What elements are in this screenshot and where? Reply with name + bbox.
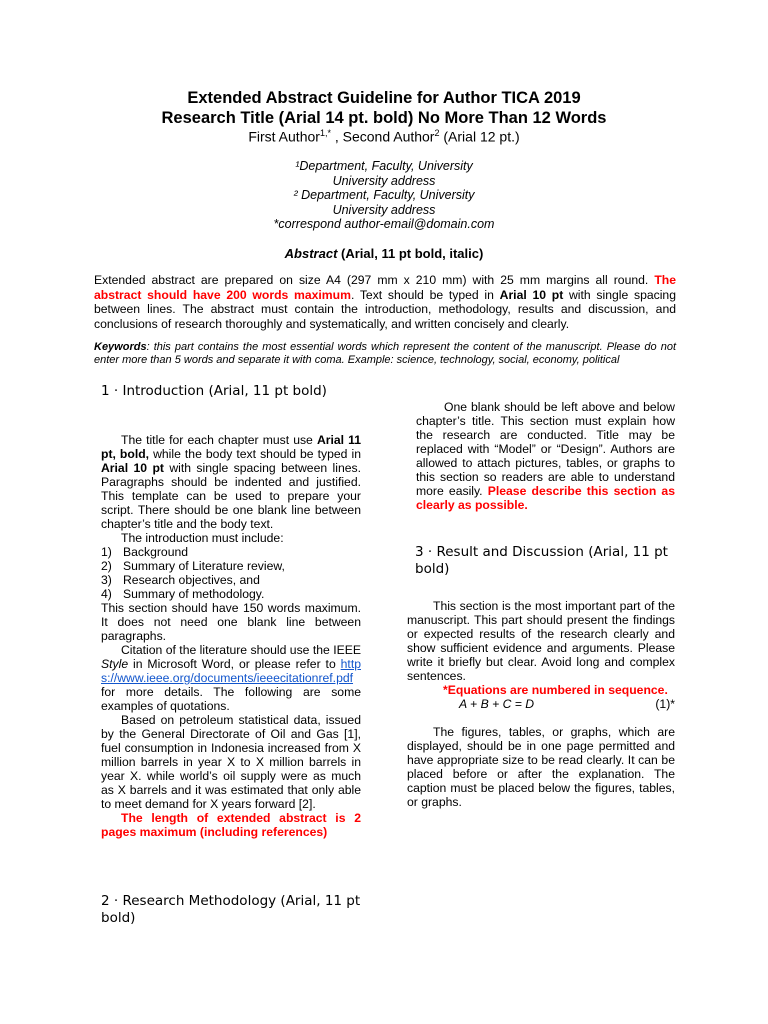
abstract-text-2: . Text should be typed in [350,287,500,302]
keywords-text: : this part contains the most essential words which represent the content of the manuscript. Please do not enter more than 5 words and separate it with coma. Example: science, technology, social, economy, political [94,341,676,366]
author-font-note: (Arial 12 pt.) [439,128,520,145]
list-item-text: Background [123,545,189,559]
list-item-number: 4) [101,587,112,601]
keywords-label: Keywords [94,341,147,353]
affiliation-2: ² Department, Faculty, University [293,188,475,202]
section1-paragraph-2: The introduction must include: [121,531,284,545]
section1-paragraph-4 [101,643,361,713]
keywords [94,341,676,367]
s1p4-text-d: for more details. The following are some examples of quotations. [101,685,361,713]
list-item-number: 1) [101,545,112,559]
section1-red-note: The length of extended abstract is 2 pages maximum (including references) [101,811,361,839]
section3-body [407,599,675,809]
section2-red-note: Please describe this section as clearly as possible. [416,484,675,512]
list-item [101,545,361,559]
section3-paragraph-1: This section is the most important part of the manuscript. This part should present the findings or expected results of the research clearly and show sufficient evidence and arguments. Please write it briefly but clear. Avoid long and complex sentences. [407,599,675,683]
abstract-heading [0,246,768,261]
s2p1-text: One blank should be left above and below chapter’s title. This section must explain how the research are conducted. Title may be replaced with “Model” or “Design”. Authors are allowed to attach pictures, tables, or graphs to this section so readers are able to understand more easily. [416,400,675,498]
s1p4-italic: Style [101,657,129,671]
abstract-bold-font: Arial 10 pt [499,287,564,302]
first-author: First Author [248,128,320,145]
list-item [101,559,361,573]
list-item-text: Research objectives, and [123,573,260,587]
s1p1-text-c: while the body text should be typed in [149,447,361,461]
section3-heading: 3 · Result and Discussion (Arial, 11 pt bold) [415,544,668,577]
s1p1-text-e: with single spacing between lines. Paragraphs should be indented and justified. This template can be used to prepare your script. There should be one blank line between chapter’s title and the body text. [101,461,361,531]
s1p1-text-a: The title for each chapter must use [121,433,317,447]
corresponding-email: *correspond author-email@domain.com [273,217,495,231]
ieee-citation-link[interactable]: https://www.ieee.org/documents/ieeecitationref.pdf [101,657,361,685]
affiliations [0,159,768,232]
list-item-text: Summary of Literature review, [123,559,285,573]
introduction-list [101,545,361,601]
s1p4-text-c: in Microsoft Word, or please refer to [128,657,341,671]
list-item [101,587,361,601]
list-item-number: 2) [101,559,112,573]
author-line [0,125,768,146]
affiliation-1: ¹Department, Faculty, University [295,159,473,173]
section2-heading: 2 · Research Methodology (Arial, 11 pt bold) [101,893,361,926]
equation-number: (1)* [655,697,675,711]
abstract-body [94,273,676,331]
abstract-red-note: The abstract should have 200 words maximum [94,273,676,302]
abstract-text-1: Extended abstract are prepared on size A4 (297 mm x 210 mm) with 25 mm margins all round. [94,273,655,287]
section3-paragraph-2: The figures, tables, or graphs, which are displayed, should be in one page permitted and have appropriate size to be read clearly. It can be placed before or after the explanation. The caption must be placed below the figures, tables, or graphs. [407,725,675,809]
s1p4-text-a: Citation of the literature should use the IEEE [121,643,361,657]
affiliation-1-address: University address [332,173,436,188]
equation: A + B + C = D [459,697,535,711]
list-item-number: 3) [101,573,112,587]
blank-line [407,711,675,725]
equation-line [407,697,675,711]
second-author-sup: 2 [434,128,440,138]
abstract-text-3: with single spacing between lines. The abstract must contain the introduction, methodology, results and discussion, and conclusions of research thoroughly and systematically, and written concisely and clearly. [94,287,676,331]
section1-body [101,433,361,839]
section1-heading: 1 · Introduction (Arial, 11 pt bold) [101,383,327,399]
section1-paragraph-1 [101,433,361,531]
second-author: Second Author [342,128,435,145]
section2-body [416,400,675,512]
first-author-sup: 1,* [319,128,331,138]
section2-paragraph-1 [416,400,675,512]
s1p1-bold-d: Arial 10 pt [101,461,164,475]
abstract-heading-note: (Arial, 11 pt bold, italic) [337,246,484,261]
section1-paragraph-5: Based on petroleum statistical data, issued by the General Directorate of Oil and Gas [1], fuel consumption in Indonesia increased from X million barrels in year X to X million barrels in year X. while world’s oil supply were as much as X barrels and it was estimated that only able to meet demand for X years forward [2]. [101,713,361,811]
document-title-line1: Extended Abstract Guideline for Author TICA 2019 [187,89,581,107]
abstract-heading-word: Abstract [284,246,338,261]
s1p1-bold-b: Arial 11 pt, bold, [101,433,362,461]
list-item [101,573,361,587]
document-title-line2: Research Title (Arial 14 pt. bold) No More Than 12 Words [161,109,607,127]
affiliation-2-address: University address [332,202,436,217]
author-separator: , [330,128,343,145]
section1-paragraph-3: This section should have 150 words maximum. It does not need one blank line between paragraphs. [101,601,361,643]
list-item-text: Summary of methodology. [123,587,265,601]
section3-red-note: *Equations are numbered in sequence. [443,683,668,697]
